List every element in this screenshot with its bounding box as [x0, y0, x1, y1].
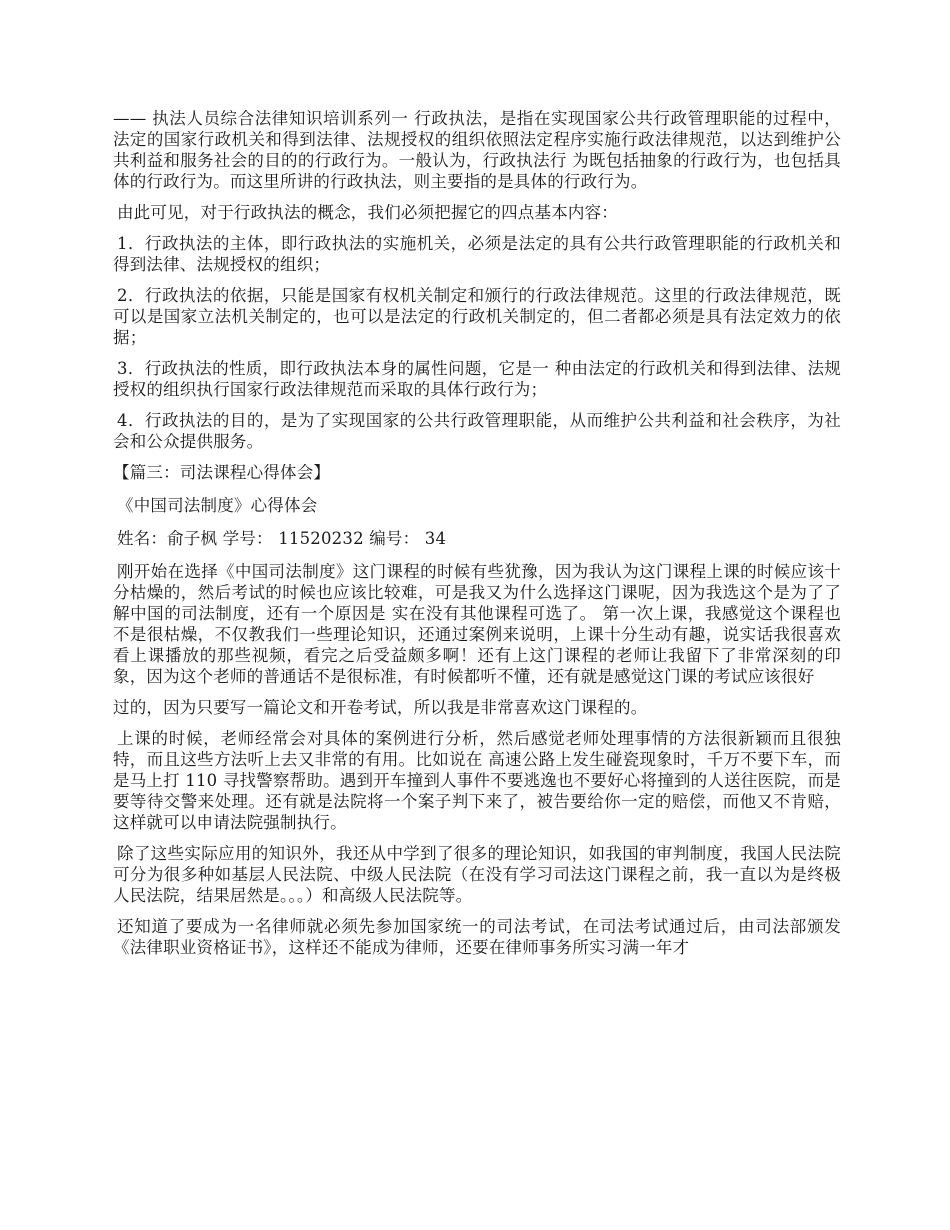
section-heading-part-three: 【篇三：司法课程心得体会】 [113, 463, 331, 482]
paragraph-point-3-nature: 3．行政执法的性质，即行政执法本身的属性问题，它是一 种由法定的行政机关和得到法律、法规授权的组织执行国家行政法律规范而采取的具体行政行为； [113, 359, 841, 399]
paragraph-lawyer-qualification: 还知道了要成为一名律师就必须先参加国家统一的司法考试，在司法考试通过后，由司法部颁发《法律职业资格证书》，这样还不能成为律师，还要在律师事务所实习满一年才 [113, 917, 841, 957]
paragraph-exam-continuation: 过的，因为只要写一篇论文和开卷考试，所以我是非常喜欢这门课程的。 [113, 698, 648, 717]
essay-title: 《中国司法制度》心得体会 [117, 496, 318, 515]
document-page [113, 108, 841, 968]
paragraph-point-2-basis: 2．行政执法的依据，只能是国家有权机关制定和颁行的行政法律规范。这里的行政法律规范，既可以是国家立法机关制定的，也可以是法定的行政机关制定的，但二者都必须是具有法定效力的依据； [113, 286, 841, 347]
paragraph-four-points-lead: 由此可见，对于行政执法的概念，我们必须把握它的四点基本内容： [117, 203, 618, 222]
paragraph-first-impressions: 刚开始在选择《中国司法制度》这门课程的时候有些犹豫，因为我认为这门课程上课的时候应该十分枯燥的，然后考试的时候也应该比较难，可是我又为什么选择这门课呢，因为我选这个是为了了解中国的司法制度，还有一个原因是 实在没有其他课程可选了。 第一次上课，我感觉这个课程也不是很枯燥，不仅教我们一些理论知识，还通过案例来说明，上课十分生动有趣，说实话我很喜欢看上课播放的那些视频，看完之后受益颇多啊！还有上这门课程的老师让我留下了非常深刻的印象，因为这个老师的普通话不是很标准，有时候都听不懂，还有就是感觉这门课的考试应该很好 [113, 562, 841, 686]
paragraph-point-1-subject: 1．行政执法的主体，即行政执法的实施机关，必须是法定的具有公共行政管理职能的行政机关和得到法律、法规授权的组织； [113, 234, 841, 274]
paragraph-intro-administrative-enforcement: —— 执法人员综合法律知识培训系列一 行政执法，是指在实现国家公共行政管理职能的过程中，法定的国家行政机关和得到法律、法规授权的组织依照法定程序实施行政法律规范，以达到维护公共利益和服务社会的目的的行政行为。一般认为，行政执法行 为既包括抽象的行政行为，也包括具体的行政行为。而这里所讲的行政执法，则主要指的是具体的行政行为。 [113, 109, 841, 191]
paragraph-case-analysis: 上课的时候，老师经常会对具体的案例进行分析，然后感觉老师处理事情的方法很新颖而且很独特，而且这些方法听上去又非常的有用。比如说在 高速公路上发生碰瓷现象时，千万不要下车，而是马上打 110 寻找警察帮助。遇到开车撞到人事件不要逃逸也不要好心将撞到的人送往医院，而是要等待交警来处理。还有就是法院将一个案子判下来了，被告要给你一定的赔偿，而他又不肯赔，这样就可以申请法院强制执行。 [113, 729, 841, 832]
paragraph-theory-knowledge: 除了这些实际应用的知识外，我还从中学到了很多的理论知识，如我国的审判制度，我国人民法院可分为很多种如基层人民法院、中级人民法院（在没有学习司法这门课程之前，我一直以为是终极人民法院，结果居然是。。。）和高级人民法院等。 [113, 844, 841, 905]
student-info-line: 姓名：俞子枫 学号： 11520232 编号： 34 [117, 529, 447, 548]
paragraph-point-4-purpose: 4．行政执法的目的，是为了实现国家的公共行政管理职能，从而维护公共利益和社会秩序，为社会和公众提供服务。 [113, 411, 841, 451]
